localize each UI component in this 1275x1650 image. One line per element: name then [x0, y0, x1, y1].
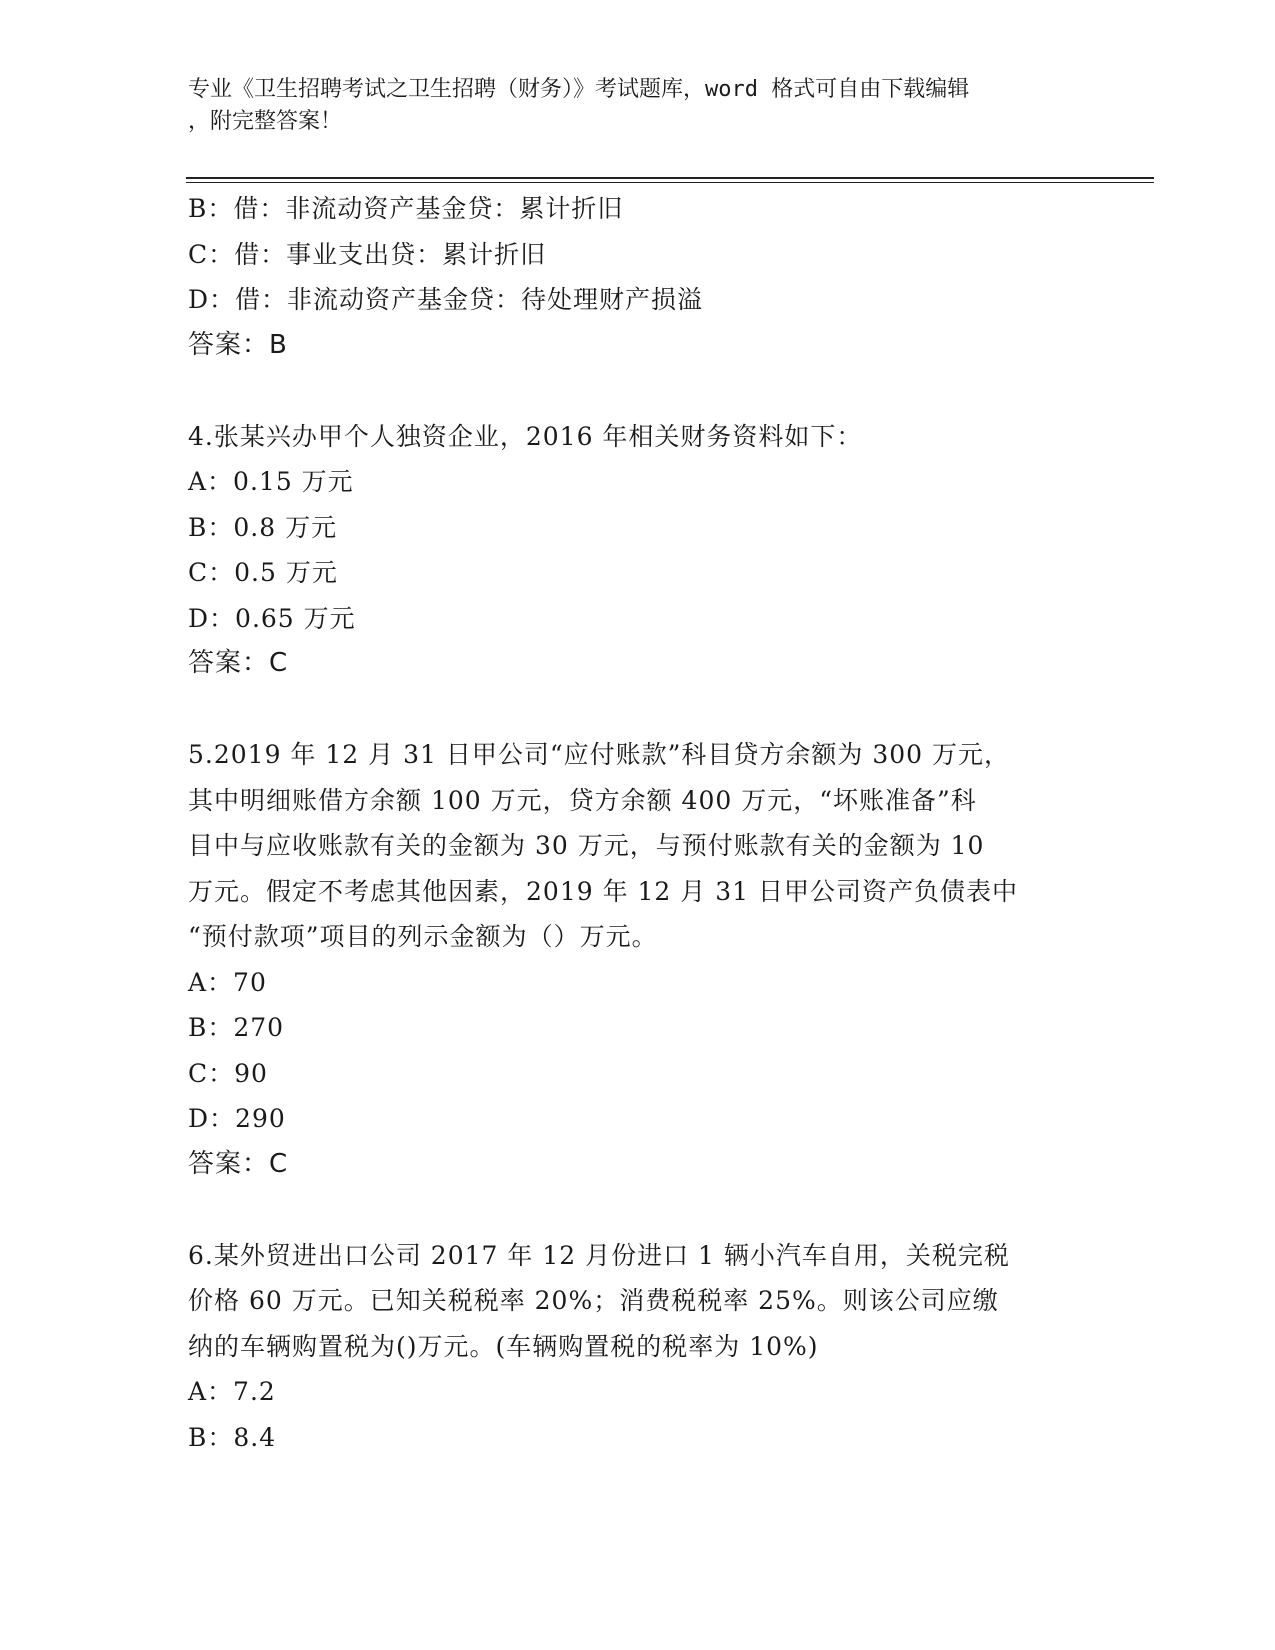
question-stem: 5.2019 年 12 月 31 日甲公司“应付账款”科目贷方余额为 300 万元，: [188, 740, 1011, 769]
option-b: B：270: [188, 1013, 285, 1042]
question-4: [188, 414, 1068, 687]
question-stem: 万元。假定不考虑其他因素，2019 年 12 月 31 日甲公司资产负债表中: [188, 876, 1018, 906]
option-d: D：0.65 万元: [188, 603, 356, 633]
option-b: B：0.8 万元: [188, 512, 338, 542]
option-c: C：0.5 万元: [188, 558, 338, 587]
question-stem: 价格 60 万元。已知关税税率 20%；消费税税率 25%。则该公司应缴: [188, 1286, 999, 1315]
header-rule-thin: [186, 182, 1154, 183]
option-a: A：0.15 万元: [188, 467, 354, 496]
option-a: A：70: [188, 967, 267, 997]
question-stem: 纳的车辆购置税为()万元。(车辆购置税的税率为 10%): [188, 1331, 819, 1361]
question-stem: 4.张某兴办甲个人独资企业，2016 年相关财务资料如下：: [188, 421, 863, 451]
question-stem: 目中与应收账款有关的金额为 30 万元，与预付账款有关的金额为 10: [188, 831, 985, 860]
spacer: [188, 1187, 1068, 1233]
answer: 答案：B: [188, 329, 288, 360]
header-line-1: 专业《卫生招聘考试之卫生招聘（财务）》考试题库，word 格式可自由下载编辑: [188, 77, 970, 102]
question-5: [188, 732, 1068, 1187]
spacer: [188, 368, 1068, 414]
option-b: B：8.4: [188, 1422, 277, 1452]
question-stem: “预付款项”项目的列示金额为（）万元。: [188, 922, 658, 951]
header-line-2: ，附完整答案！: [188, 109, 343, 134]
spacer: [188, 687, 1068, 733]
document-body: [188, 186, 1068, 1460]
option-c: C：90: [188, 1058, 268, 1088]
option-b: B：借：非流动资产基金贷：累计折旧: [188, 194, 624, 223]
question-6: [188, 1233, 1068, 1461]
option-a: A：7.2: [188, 1377, 276, 1406]
option-c: C：借：事业支出贷：累计折旧: [188, 239, 547, 269]
option-d: D：290: [188, 1104, 286, 1133]
option-d: D：借：非流动资产基金贷：待处理财产损溢: [188, 285, 704, 314]
header-rule-thick: [186, 177, 1154, 179]
answer: 答案：C: [188, 648, 289, 678]
question-stem: 其中明细账借方余额 100 万元，贷方余额 400 万元，“坏账准备”科: [188, 785, 977, 815]
answer: 答案：C: [188, 1148, 289, 1179]
question-stem: 6.某外贸进出口公司 2017 年 12 月份进口 1 辆小汽车自用，关税完税: [188, 1240, 1010, 1270]
document-header: [188, 74, 1068, 138]
question-3: [188, 186, 1068, 368]
